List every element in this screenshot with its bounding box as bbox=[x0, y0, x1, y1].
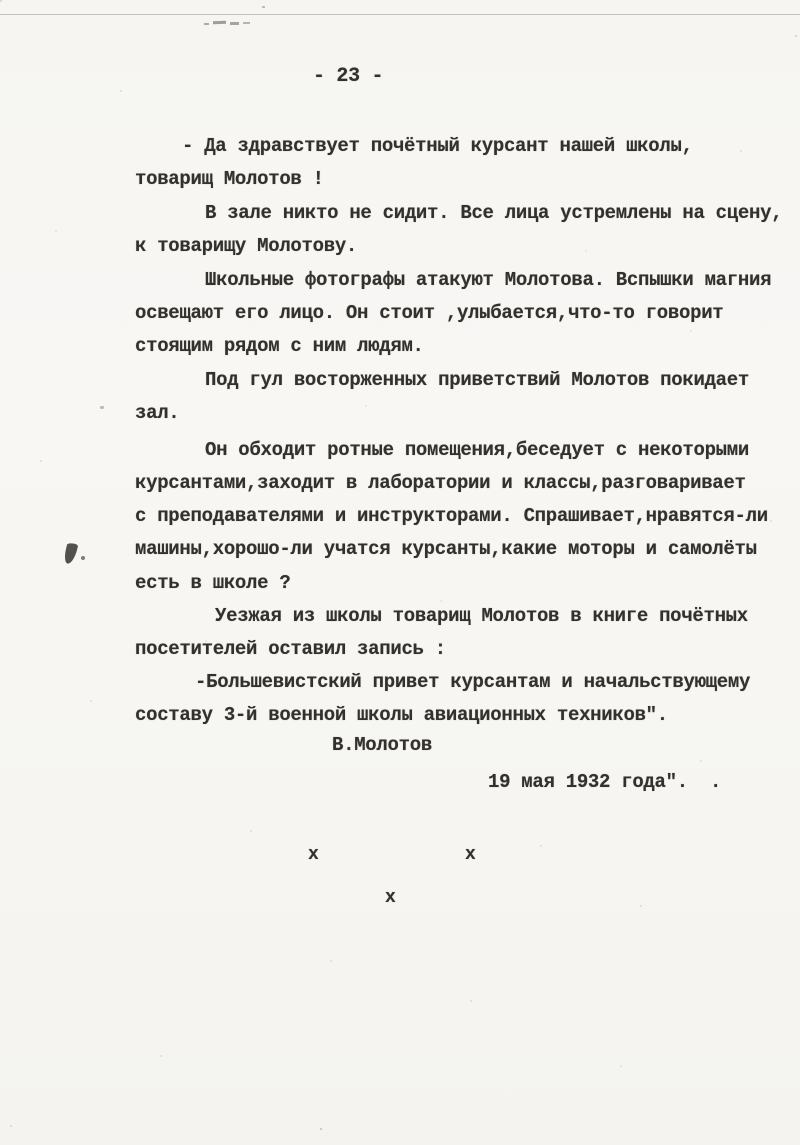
typed-line: есть в школе ? bbox=[135, 572, 291, 594]
typed-line: машины,хорошо-ли учатся курсанты,какие моторы и самолёты bbox=[135, 538, 757, 560]
typed-line: Школьные фотографы атакуют Молотова. Вспышки магния bbox=[205, 269, 772, 291]
typed-line: Уезжая из школы товарищ Молотов в книге почётных bbox=[215, 605, 748, 627]
typed-line: -Большевистский привет курсантам и начальствующему bbox=[195, 671, 751, 693]
paper-speckles bbox=[0, 0, 2, 2]
typed-line: к товарищу Молотову. bbox=[135, 235, 358, 257]
separator-x-left: х bbox=[308, 845, 319, 865]
typed-line: зал. bbox=[135, 402, 180, 424]
typed-line: - Да здравствует почётный курсант нашей школы, bbox=[182, 135, 693, 157]
signature-line: В.Молотов bbox=[332, 734, 432, 756]
separator-x-right: х bbox=[465, 845, 476, 865]
typed-line: посетителей оставил запись : bbox=[135, 638, 446, 660]
typed-line: курсантами,заходит в лаборатории и классы,разговаривает bbox=[135, 472, 746, 494]
typed-line: товарищ Молотов ! bbox=[135, 168, 324, 190]
typed-line: Под гул восторженных приветствий Молотов покидает bbox=[205, 369, 749, 391]
separator-x-bottom: х bbox=[385, 888, 396, 908]
typed-line: составу 3-й военной школы авиационных техников". bbox=[135, 704, 668, 726]
margin-ink-dot bbox=[81, 556, 85, 560]
margin-ink-blot bbox=[63, 542, 79, 565]
typed-line: Он обходит ротные помещения,беседует с некоторыми bbox=[205, 439, 749, 461]
top-rule-line bbox=[0, 14, 800, 15]
typed-line: с преподавателями и инструкторами. Спрашивает,нравятся-ли bbox=[135, 505, 768, 527]
date-line: 19 мая 1932 года". . bbox=[488, 771, 722, 793]
typed-line: В зале никто не сидит. Все лица устремлены на сцену, bbox=[205, 202, 783, 224]
page-number: - 23 - bbox=[313, 65, 384, 88]
typed-line: освещают его лицо. Он стоит ,улыбается,что-то говорит bbox=[135, 302, 724, 324]
typed-line: стоящим рядом с ним людям. bbox=[135, 335, 424, 357]
margin-speck bbox=[100, 406, 104, 409]
top-ink-smudge bbox=[202, 18, 262, 30]
